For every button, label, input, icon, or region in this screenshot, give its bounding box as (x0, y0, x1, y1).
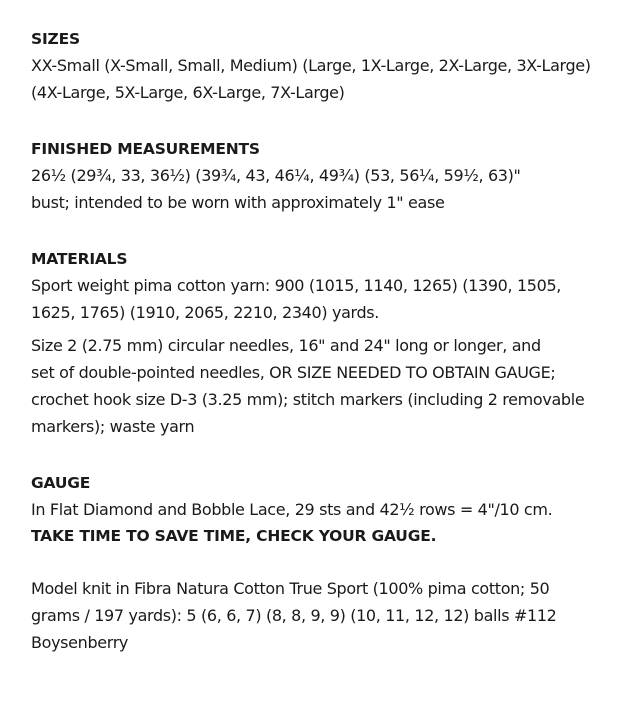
finished-measurements-text: 26½ (29¾, 33, 36½) (39¾, 43, 46¼, 49¾) (53, 56¼, 59½, 63)" bust; intended to be worn with approximately 1" ease (31, 166, 521, 212)
finished-measurements-heading: FINISHED MEASUREMENTS (31, 140, 260, 158)
finished-measurements-section (31, 136, 623, 216)
gauge-heading: GAUGE (31, 474, 91, 492)
gauge-text: In Flat Diamond and Bobble Lace, 29 sts and 42½ rows = 4"/10 cm. (31, 500, 553, 519)
gauge-section (31, 470, 623, 550)
model-section (31, 575, 623, 656)
sizes-text: XX-Small (X-Small, Small, Medium) (Large, 1X-Large, 2X-Large, 3X-Large) (4X-Large, 5X-Large, 6X-Large, 7X-Large) (31, 56, 591, 102)
sizes-section (31, 26, 623, 106)
spacer (31, 550, 623, 575)
materials-yarn-text: Sport weight pima cotton yarn: 900 (1015, 1140, 1265) (1390, 1505, 1625, 1765) (1910, 2065, 2210, 2340) yards. (31, 276, 562, 322)
spacer (31, 106, 623, 136)
sizes-heading: SIZES (31, 30, 80, 48)
materials-needles-text: Size 2 (2.75 mm) circular needles, 16" and 24" long or longer, and set of double-pointed needles, OR SIZE NEEDED TO OBTAIN GAUGE; crochet hook size D-3 (3.25 mm); stitch markers (including 2 removable markers); waste yarn (31, 336, 585, 436)
spacer (31, 216, 623, 246)
model-text: Model knit in Fibra Natura Cotton True Sport (100% pima cotton; 50 grams / 197 yards): 5 (6, 6, 7) (8, 8, 9, 9) (10, 11, 12, 12) balls #112 Boysenberry (31, 579, 557, 652)
materials-section (31, 246, 623, 440)
spacer (31, 440, 623, 470)
gauge-emphasis: TAKE TIME TO SAVE TIME, CHECK YOUR GAUGE. (31, 527, 437, 545)
materials-heading: MATERIALS (31, 250, 128, 268)
